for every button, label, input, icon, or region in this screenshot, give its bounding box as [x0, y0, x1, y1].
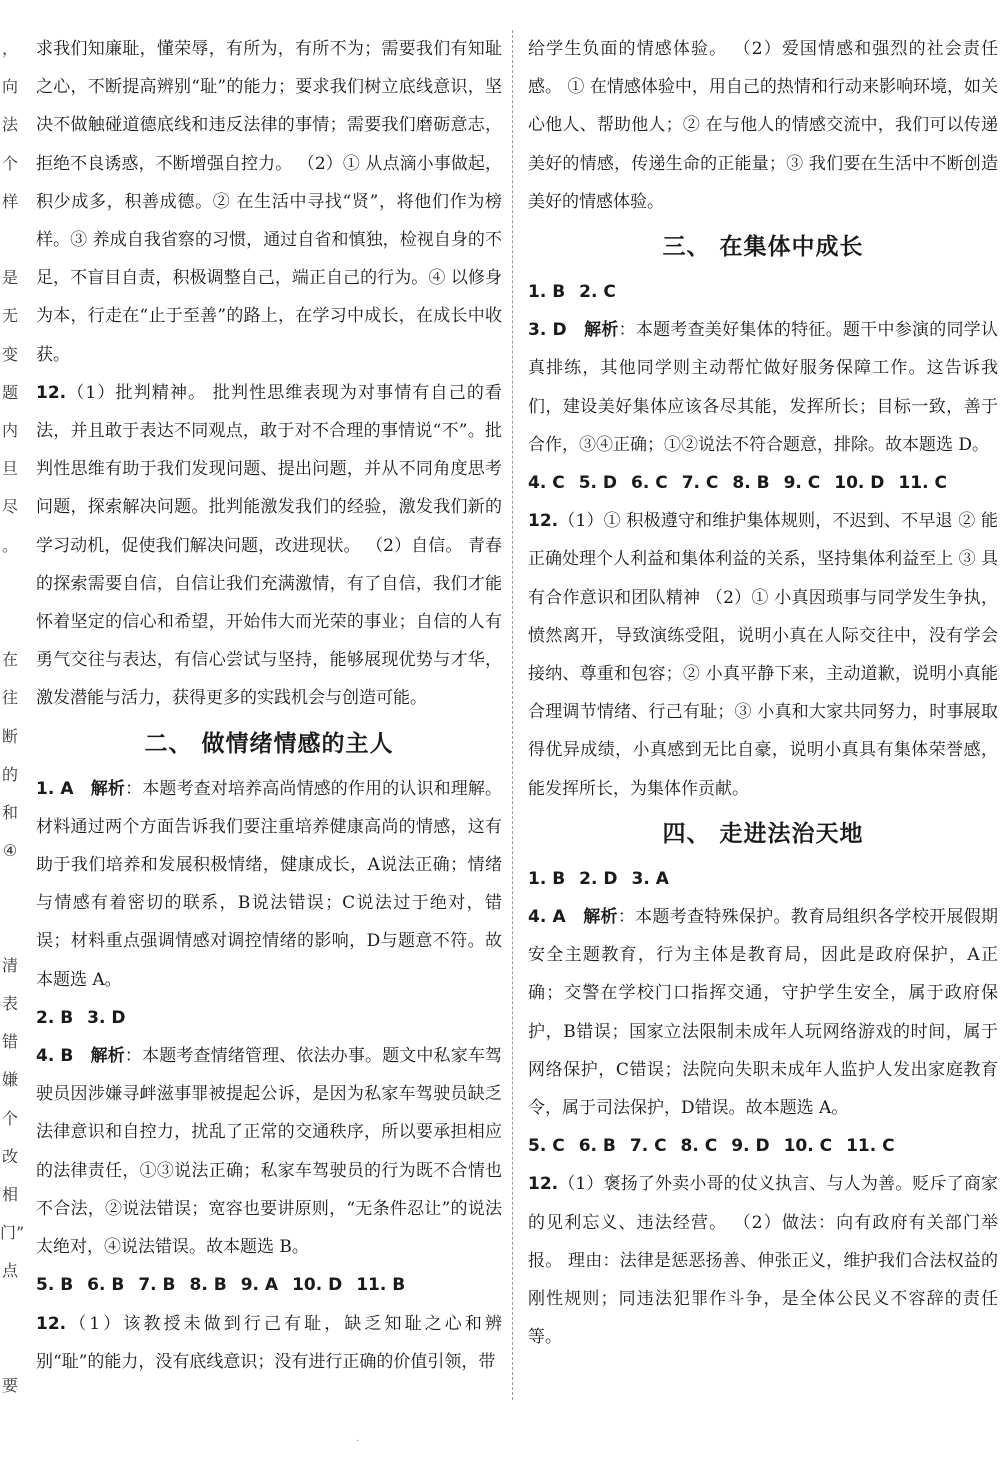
paragraph-continued: 给学生负面的情感体验。 （2）爱国情感和强烈的社会责任感。 ① 在情感体验中，用自己的热情和行动来影响环境，如关心他人、帮助他人；② 在与他人的情感交流中，我们可以传递美好的情感，传递生命的正能量；③ 我们要在生活中不断创造美好的情感体验。	[528, 39, 998, 212]
analysis-text: ：本题考查对培养高尚情感的作用的认识和理解。材料通过两个方面告诉我们要注重培养健康高尚的情感，这有助于我们培养和发展积极情绪，健康成长，A说法正确；情绪与情感有着密切的联系，B说法错误；C说法过于绝对，错误；材料重点强调情感对调控情绪的影响，D与题意不符。故本题选 A。	[36, 778, 503, 990]
analysis-text: ：本题考查特殊保护。教育局组织各学校开展假期安全主题教育，行为主体是教育局，因此是政府保护，A正确；交警在学校门口指挥交通，守护学生安全，属于政府保护，B错误；国家立法限制未成年人玩网络游戏的时间，属于网络保护，C错误；法院向失职未成年人监护人发出家庭教育令，属于司法保护，D错误。故本题选 A。	[528, 907, 999, 1119]
answer-item: 9. C	[783, 473, 821, 494]
edge-fragment: 题	[1, 382, 18, 402]
answer-item: 3. A	[631, 868, 669, 889]
edge-fragment: 改	[1, 1146, 18, 1166]
s2-question-12	[36, 1305, 502, 1381]
edge-fragment: 和	[1, 803, 18, 822]
analysis-label: 解析	[584, 320, 619, 341]
answer-item: 3. D	[87, 1007, 126, 1028]
edge-fragment: 表	[1, 994, 18, 1013]
edge-fragment: 法	[1, 115, 18, 135]
edge-fragment: 往	[1, 688, 18, 708]
question-number: 12.	[36, 382, 67, 403]
edge-fragment: 个	[1, 1108, 18, 1128]
s2-answers-5-11	[36, 1266, 502, 1304]
answer-item: 2. B	[36, 1007, 74, 1028]
section-title-4: 四、 走进法治天地	[662, 820, 864, 847]
edge-fragment: 的	[1, 764, 18, 784]
question-number: 3. D	[528, 320, 567, 341]
question-number: 1. A	[36, 778, 74, 799]
edge-fragment: 个	[1, 153, 18, 173]
answer-item: 5. B	[36, 1275, 74, 1296]
s4-answers-1-3	[528, 860, 998, 898]
answer-item: 9. A	[240, 1275, 279, 1296]
answer-item: 4. C	[528, 473, 565, 494]
edge-fragment: 点	[1, 1261, 18, 1281]
edge-fragment: 要	[1, 1376, 18, 1395]
answer-item: 8. B	[732, 473, 770, 494]
answer-item: 10. C	[783, 1136, 833, 1157]
analysis-text: ：本题考查美好集体的特征。题干中参演的同学认真排练，其他同学则主动帮忙做好服务保障工作。这告诉我们，建设美好集体应该各尽其能，发挥所长；目标一致，善于合作，③④正确；①②说法不符合题意，排除。故本题选 D。	[528, 320, 998, 455]
s2-question-4	[36, 1037, 502, 1266]
answer-item: 11. B	[356, 1275, 406, 1296]
answer-text: （1）该教授未做到行己有耻，缺乏知耻之心和辨别“耻”的能力，没有底线意识；没有进行正确的价值引领，带	[36, 1313, 502, 1372]
edge-fragment: 变	[1, 344, 18, 364]
answer-item: 1. B	[528, 282, 566, 303]
question-number: 4. A	[528, 907, 566, 928]
answer-item: 1. B	[528, 868, 566, 889]
edge-fragment: 嫌	[1, 1070, 18, 1090]
s3-question-12	[528, 502, 998, 808]
answer-item: 8. B	[189, 1275, 227, 1296]
analysis-label: 解析	[90, 778, 126, 799]
answer-item: 11. C	[898, 473, 947, 494]
analysis-label: 解析	[583, 907, 618, 928]
s3-question-3	[528, 311, 998, 464]
s2-answers-2-3	[36, 999, 502, 1037]
edge-fragment: 清	[1, 955, 18, 975]
answer-item: 5. D	[578, 473, 618, 494]
edge-fragment: 无	[1, 306, 18, 326]
section-title-3: 三、 在集体中成长	[662, 234, 864, 261]
answer-item: 9. D	[731, 1136, 770, 1157]
s3-answers-1-2	[528, 273, 998, 311]
left-edge-fragments	[0, 30, 25, 1450]
edge-fragment: 相	[1, 1185, 18, 1204]
edge-fragment: 尽	[1, 497, 18, 517]
analysis-label: 解析	[90, 1046, 125, 1067]
edge-fragment: ④	[2, 841, 18, 861]
edge-fragment: 断	[1, 726, 18, 746]
answer-item: 2. C	[579, 282, 616, 303]
edge-fragment: 错	[1, 1032, 18, 1052]
answer-item: 6. B	[87, 1275, 125, 1296]
s4-answers-5-11	[528, 1127, 998, 1165]
question-number: 4. B	[36, 1046, 74, 1067]
edge-fragment: 是	[1, 268, 18, 288]
answer-text: （1）褒扬了外卖小哥的仗义执言、与人为善。贬斥了商家的见利忘义、违法经营。 （2）做法：向有政府有关部门举报。 理由：法律是惩恶扬善、伸张正义，维护我们合法权益的刚性规则；同违法犯罪作斗争，是全体公民义不容辞的责任等。	[528, 1174, 998, 1348]
answer-item: 2. D	[579, 868, 618, 889]
edge-fragment: 在	[1, 650, 18, 670]
answer-item: 8. C	[680, 1136, 718, 1157]
answer-item: 11. C	[846, 1136, 895, 1157]
left-column	[36, 30, 502, 1381]
section-title-2: 二、 做情绪情感的主人	[144, 730, 394, 757]
answer-text: （1）① 积极遵守和维护集体规则，不迟到、不早退 ② 能正确处理个人利益和集体利益的关系，坚持集体利益至上 ③ 具有合作意识和团队精神 （2）① 小真因琐事与同学发生争执，愤然离开，导致演练受阻，说明小真在人际交往中，没有学会接纳、尊重和包容；② 小真平静下来，主动道歉，说明小真能合理调节情绪、行己有耻；③ 小真和大家共同努力，时事展取得优异成绩，小真感到无比自豪，说明小真具有集体荣誉感，能发挥所长，为集体作贡献。	[528, 511, 998, 799]
answer-item: 6. C	[631, 473, 668, 494]
edge-fragment: 样	[1, 191, 18, 211]
edge-fragment: 门”	[0, 1223, 25, 1243]
edge-fragment: 旦	[1, 459, 18, 479]
answer-text: （1）批判精神。 批判性思维表现为对事情有自己的看法，并且敢于表达不同观点，敢于对不合理的事情说“不”。批判性思维有助于我们发现问题、提出问题，并从不同角度思考问题，探索解决问题。批判能激发我们的经验，激发我们新的学习动机，促使我们解决问题，改进现状。 （2）自信。 青春的探索需要自信，自信让我们充满激情，有了自信，我们才能怀着坚定的信心和希望，开始伟大而光荣的事业；自信的人有勇气交往与表达，有信心尝试与坚持，能够展现优势与才华，激发潜能与活力，获得更多的实践机会与创造可能。	[36, 382, 502, 709]
s4-question-12	[528, 1165, 998, 1356]
answer-item: 7. B	[138, 1275, 176, 1296]
edge-fragment: 向	[1, 77, 18, 97]
right-column	[528, 30, 998, 1357]
answer-item: 7. C	[629, 1136, 667, 1157]
edge-fragment: 。	[1, 535, 18, 555]
edge-fragment: ，	[1, 39, 18, 58]
page-dot: ·	[356, 1436, 360, 1447]
answer-item: 10. D	[292, 1275, 343, 1296]
answer-item: 6. B	[578, 1136, 616, 1157]
edge-fragment: 内	[1, 421, 18, 440]
column-divider	[512, 30, 513, 1400]
question-number: 12.	[36, 1313, 67, 1334]
s2-question-1	[36, 770, 502, 999]
question-number: 12.	[528, 511, 559, 532]
answer-item: 10. D	[834, 473, 885, 494]
answer-item: 7. C	[681, 473, 719, 494]
s4-question-4	[528, 898, 998, 1127]
s3-answers-4-11	[528, 464, 998, 502]
question-12	[36, 374, 502, 718]
analysis-text: ：本题考查情绪管理、依法办事。题文中私家车驾驶员因涉嫌寻衅滋事罪被提起公诉，是因为私家车驾驶员缺乏法律意识和自控力，扰乱了正常的交通秩序，所以要承担相应的法律责任，①③说法正确；私家车驾驶员的行为既不合情也不合法，②说法错误；宽容也要讲原则，“无条件忍让”的说法太绝对，④说法错误。故本题选 B。	[36, 1046, 502, 1258]
question-number: 12.	[528, 1174, 559, 1195]
answer-item: 5. C	[528, 1136, 565, 1157]
paragraph-continued: 求我们知廉耻，懂荣辱，有所为，有所不为；需要我们有知耻之心，不断提高辨别“耻”的能力；要求我们树立底线意识，坚决不做触碰道德底线和违反法律的事情；需要我们磨砺意志，拒绝不良诱惑，不断增强自控力。 （2）① 从点滴小事做起，积少成多，积善成德。② 在生活中寻找“贤”，将他们作为榜样。③ 养成自我省察的习惯，通过自省和慎独，检视自身的不足，不盲目自责，积极调整自己，端正自己的行为。④ 以修身为本，行走在“止于至善”的路上，在学习中成长，在成长中收获。	[36, 39, 502, 365]
